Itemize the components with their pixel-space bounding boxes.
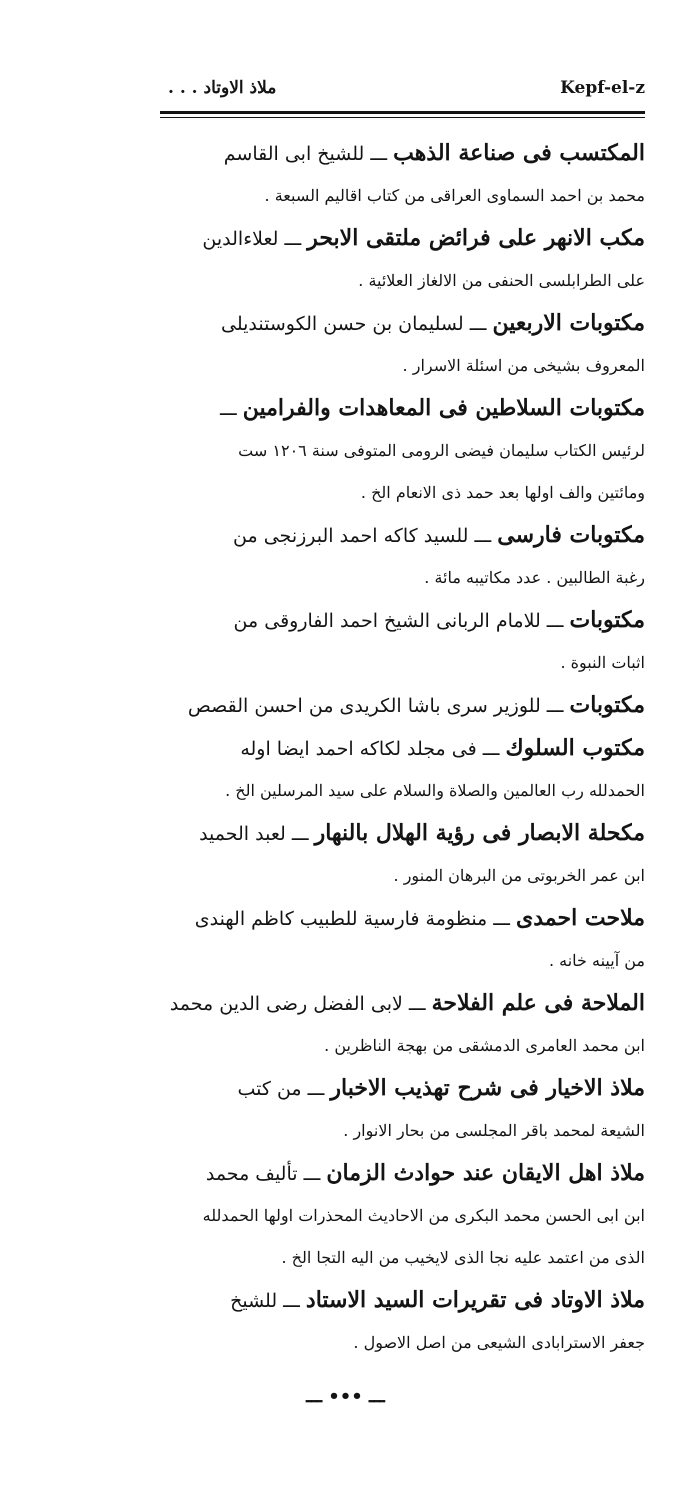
- running-title: ملاذ الاوتاد . . .: [168, 78, 277, 98]
- entry-text: الذى من اعتمد عليه نجا الذى لايخيب من اليه التجا الخ .: [281, 1248, 645, 1267]
- entry-headword: ملاحت احمدى: [516, 905, 645, 931]
- entry-text: ـــ: [220, 398, 243, 420]
- entry-text: ـــ فى مجلد لكاكه احمد ايضا اوله: [240, 738, 506, 760]
- entry-text: ومائتين والف اولها بعد حمد ذى الانعام الخ .: [360, 483, 645, 502]
- entry-headword: ملاذ اهل الايقان عند حوادث الزمان: [326, 1160, 645, 1186]
- entry-text: ـــ لابى الفضل رضى الدين محمد: [169, 993, 432, 1015]
- entry-text: ـــ للشيخ: [230, 1290, 306, 1312]
- entry-line: [160, 812, 645, 855]
- entry-continuation-line: [160, 260, 645, 302]
- entry-line: [160, 982, 645, 1025]
- entry-continuation-line: [160, 770, 645, 812]
- header-rule-thin: [160, 117, 645, 118]
- entry-continuation-line: [160, 940, 645, 982]
- entry-headword: المكتسب فى صناعة الذهب: [393, 140, 645, 166]
- entry-text: الشيعة لمحمد باقر المجلسى من بحار الانوار .: [343, 1121, 645, 1140]
- entry-text: على الطرابلسى الحنفى من الالغاز العلائية .: [358, 271, 645, 290]
- entries-list: [160, 132, 645, 1364]
- entry-line: [160, 302, 645, 345]
- entry-text: اثبات النبوة .: [560, 653, 645, 672]
- entry-text: ـــ للسيد كاكه احمد البرزنجى من: [233, 525, 498, 547]
- entry-text: ـــ للوزير سرى باشا الكريدى من احسن القصص: [187, 695, 570, 717]
- entry-text: جعفر الاسترابادى الشيعى من اصل الاصول .: [353, 1333, 645, 1352]
- entry-continuation-line: [160, 472, 645, 514]
- entry-headword: ملاذ الاخيار فى شرح تهذيب الاخبار: [330, 1075, 645, 1101]
- entry-line: [160, 1279, 645, 1322]
- entry-headword: مكحلة الابصار فى رؤية الهلال بالنهار: [314, 820, 645, 846]
- entry-text: من آيينه خانه .: [548, 951, 645, 970]
- entry-continuation-line: [160, 1195, 645, 1237]
- entry-headword: الملاحة فى علم الفلاحة: [431, 990, 645, 1016]
- entry-line: [160, 684, 645, 727]
- entry-headword: مكتوبات: [569, 692, 645, 718]
- running-title-right: Kepf-el-z: [560, 78, 645, 98]
- entry-line: [160, 897, 645, 940]
- entry-headword: مكتوبات فارسى: [497, 522, 645, 548]
- entry-text: ابن ابى الحسن محمد البكرى من الاحاديث المحذرات اولها الحمدلله: [202, 1206, 645, 1225]
- entry-headword: مكتوبات الاربعين: [492, 310, 645, 336]
- entry-text: ـــ للشيخ ابى القاسم: [223, 143, 394, 165]
- page-footer-ornament: ـــ ••• ـــ: [306, 1386, 385, 1407]
- entry-text: لرئيس الكتاب سليمان فيضى الرومى المتوفى سنة ١٢٠٦ ست: [238, 441, 645, 460]
- entry-continuation-line: [160, 1110, 645, 1152]
- entry-text: ابن عمر الخربوتى من البرهان المنور .: [393, 866, 645, 885]
- entry-continuation-line: [160, 1025, 645, 1067]
- entry-text: ـــ لعلاءالدين: [202, 228, 308, 250]
- entry-text: الحمدلله رب العالمين والصلاة والسلام على سيد المرسلين الخ .: [225, 781, 645, 800]
- entry-continuation-line: [160, 345, 645, 387]
- entry-text: رغبة الطالبين . عدد مكاتيبه مائة .: [424, 568, 645, 587]
- entry-line: [160, 599, 645, 642]
- entry-line: [160, 514, 645, 557]
- entry-line: [160, 1067, 645, 1110]
- entry-line: [160, 132, 645, 175]
- entry-headword: مكتوبات: [569, 607, 645, 633]
- entry-continuation-line: [160, 430, 645, 472]
- entry-text: ـــ منظومة فارسية للطبيب كاظم الهندى: [194, 908, 517, 930]
- entry-line: [160, 387, 645, 430]
- entry-continuation-line: [160, 557, 645, 599]
- entry-line: [160, 1152, 645, 1195]
- entry-text: محمد بن احمد السماوى العراقى من كتاب اقاليم السبعة .: [264, 186, 645, 205]
- entry-headword: مكتوبات السلاطين فى المعاهدات والفرامين: [242, 395, 645, 421]
- entry-continuation-line: [160, 175, 645, 217]
- entry-headword: مكب الانهر على فرائض ملتقى الابحر: [307, 225, 645, 251]
- entry-headword: مكتوب السلوك: [505, 735, 645, 761]
- entry-headword: ملاذ الاوتاد فى تقريرات السيد الاستاد: [305, 1287, 645, 1313]
- entry-continuation-line: [160, 1322, 645, 1364]
- entry-text: المعروف بشيخى من اسئلة الاسرار .: [402, 356, 645, 375]
- header-rule-thick: [160, 111, 645, 114]
- entry-text: ـــ للامام الربانى الشيخ احمد الفاروقى من: [233, 610, 570, 632]
- entry-text: ـــ لسليمان بن حسن الكوستندیلی: [221, 313, 493, 335]
- entry-text: ـــ تأليف محمد: [205, 1163, 327, 1185]
- entry-text: ابن محمد العامرى الدمشقى من بهجة الناظرين .: [324, 1036, 645, 1055]
- entry-continuation-line: [160, 642, 645, 684]
- entry-text: ـــ لعبد الحميد: [199, 823, 315, 845]
- entry-continuation-line: [160, 1237, 645, 1279]
- entry-line: [160, 217, 645, 260]
- page-header: [160, 70, 645, 104]
- entry-text: ـــ من كتب: [237, 1078, 331, 1100]
- entry-continuation-line: [160, 855, 645, 897]
- entry-line: [160, 727, 645, 770]
